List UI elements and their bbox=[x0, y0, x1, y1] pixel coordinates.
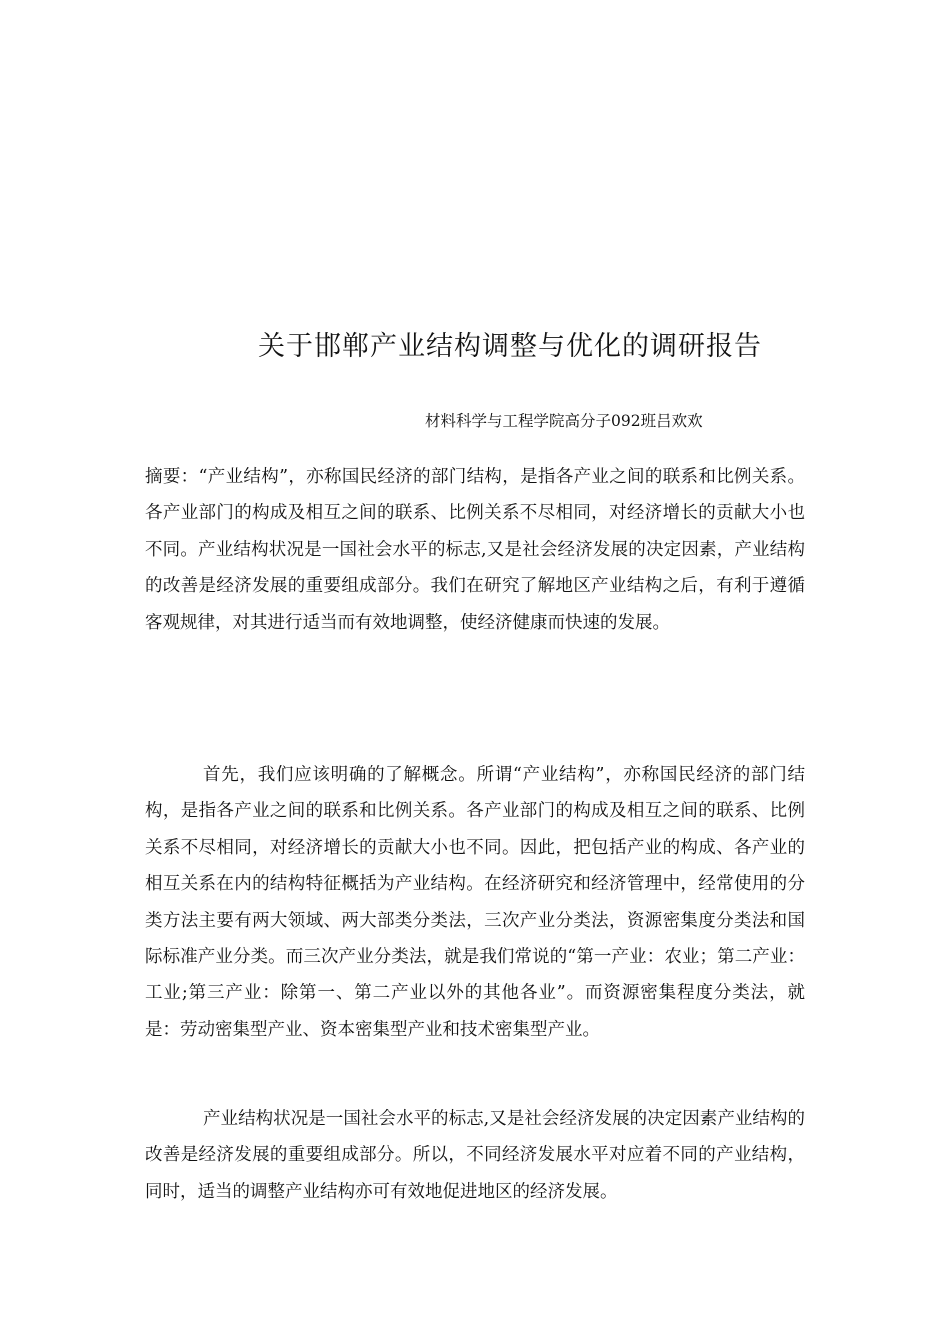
author-line: 材料科学与工程学院高分子092班吕欢欢 bbox=[425, 412, 703, 430]
document-title: 关于邯郸产业结构调整与优化的调研报告 bbox=[258, 331, 762, 362]
body-paragraph-1: 首先，我们应该明确的了解概念。所谓“产业结构”，亦称国民经济的部门结构，是指各产业之间的联系和比例关系。各产业部门的构成及相互之间的联系、比例关系不尽相同，对经济增长的贡献大小也不同。因此，把包括产业的构成、各产业的相互关系在内的结构特征概括为产业结构。在经济研究和经济管理中，经常使用的分类方法主要有两大领域、两大部类分类法，三次产业分类法，资源密集度分类法和国际标准产业分类。而三次产业分类法，就是我们常说的“第一产业：农业；第二产业：工业;第三产业：除第一、第二产业以外的其他各业”。而资源密集程度分类法，就是：劳动密集型产业、资本密集型产业和技术密集型产业。 bbox=[145, 765, 805, 1040]
body-paragraph-2: 产业结构状况是一国社会水平的标志,又是社会经济发展的决定因素产业结构的改善是经济发展的重要组成部分。所以，不同经济发展水平对应着不同的产业结构，同时，适当的调整产业结构亦可有效地促进地区的经济发展。 bbox=[145, 1109, 805, 1202]
abstract-paragraph: 摘要：“产业结构”，亦称国民经济的部门结构，是指各产业之间的联系和比例关系。各产业部门的构成及相互之间的联系、比例关系不尽相同，对经济增长的贡献大小也不同。产业结构状况是一国社会水平的标志,又是社会经济发展的决定因素，产业结构的改善是经济发展的重要组成部分。我们在研究了解地区产业结构之后，有利于遵循客观规律，对其进行适当而有效地调整，使经济健康而快速的发展。 bbox=[145, 467, 805, 633]
